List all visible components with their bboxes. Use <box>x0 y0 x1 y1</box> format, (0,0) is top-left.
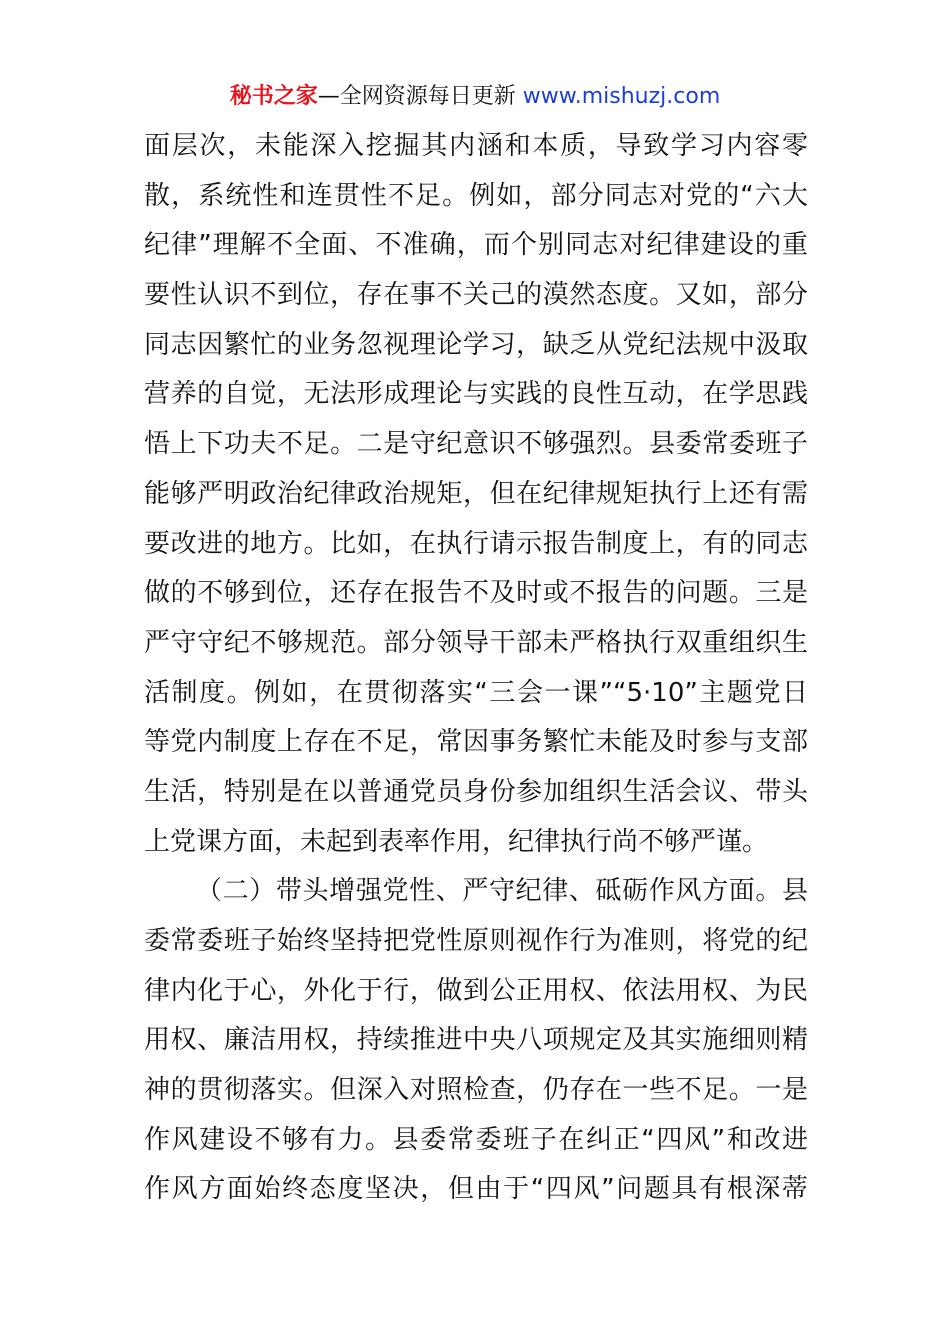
text-line: 活制度。例如，在贯彻落实“三会一课”“5·10”主题党日 <box>144 677 808 708</box>
text-line: 律内化于心，外化于行，做到公正用权、依法用权、为民 <box>144 975 808 1006</box>
page-header <box>0 80 950 114</box>
text-line: 要改进的地方。比如，在执行请示报告制度上，有的同志 <box>144 528 808 559</box>
text-line: 面层次，未能深入挖掘其内涵和本质，导致学习内容零 <box>144 131 808 161</box>
text-line: 神的贯彻落实。但深入对照检查，仍存在一些不足。一是 <box>144 1075 808 1106</box>
text-line: 同志因繁忙的业务忽视理论学习，缺乏从党纪法规中汲取 <box>144 329 808 360</box>
site-link[interactable]: www.mishuzj.com <box>522 84 721 109</box>
section-heading-line: （二）带头增强党性、严守纪律、砥砺作风方面。县 <box>196 876 808 907</box>
text-line: 严守守纪不够规范。部分领导干部未严格执行双重组织生 <box>144 627 808 658</box>
text-line: 散，系统性和连贯性不足。例如，部分同志对党的“六大 <box>144 180 808 211</box>
paragraph-end-line: 上党课方面，未起到表率作用，纪律执行尚不够严谨。 <box>144 826 769 857</box>
text-line: 生活，特别是在以普通党员身份参加组织生活会议、带头 <box>144 776 808 807</box>
text-line: 悟上下功夫不足。二是守纪意识不够强烈。县委常委班子 <box>144 429 808 460</box>
text-line: 做的不够到位，还存在报告不及时或不报告的问题。三是 <box>144 578 808 609</box>
text-line: 委常委班子始终坚持把党性原则视作行为准则，将党的纪 <box>144 926 808 956</box>
text-line: 等党内制度上存在不足，常因事务繁忙未能及时参与支部 <box>144 727 808 758</box>
document-body <box>144 122 808 1215</box>
brand-name: 秘书之家 <box>229 84 318 109</box>
text-line: 营养的自觉，无法形成理论与实践的良性互动，在学思践 <box>144 379 808 410</box>
text-line: 纪律”理解不全面、不准确，而个别同志对纪律建设的重 <box>144 230 808 261</box>
text-line: 作风方面始终态度坚决，但由于“四风”问题具有根深蒂 <box>144 1174 808 1205</box>
header-slogan: —全网资源每日更新 <box>317 84 516 109</box>
text-line: 能够严明政治纪律政治规矩，但在纪律规矩执行上还有需 <box>144 478 808 509</box>
text-line: 要性认识不到位，存在事不关己的漠然态度。又如，部分 <box>144 280 808 311</box>
text-line: 用权、廉洁用权，持续推进中央八项规定及其实施细则精 <box>144 1025 808 1056</box>
text-line: 作风建设不够有力。县委常委班子在纠正“四风”和改进 <box>144 1124 808 1155</box>
